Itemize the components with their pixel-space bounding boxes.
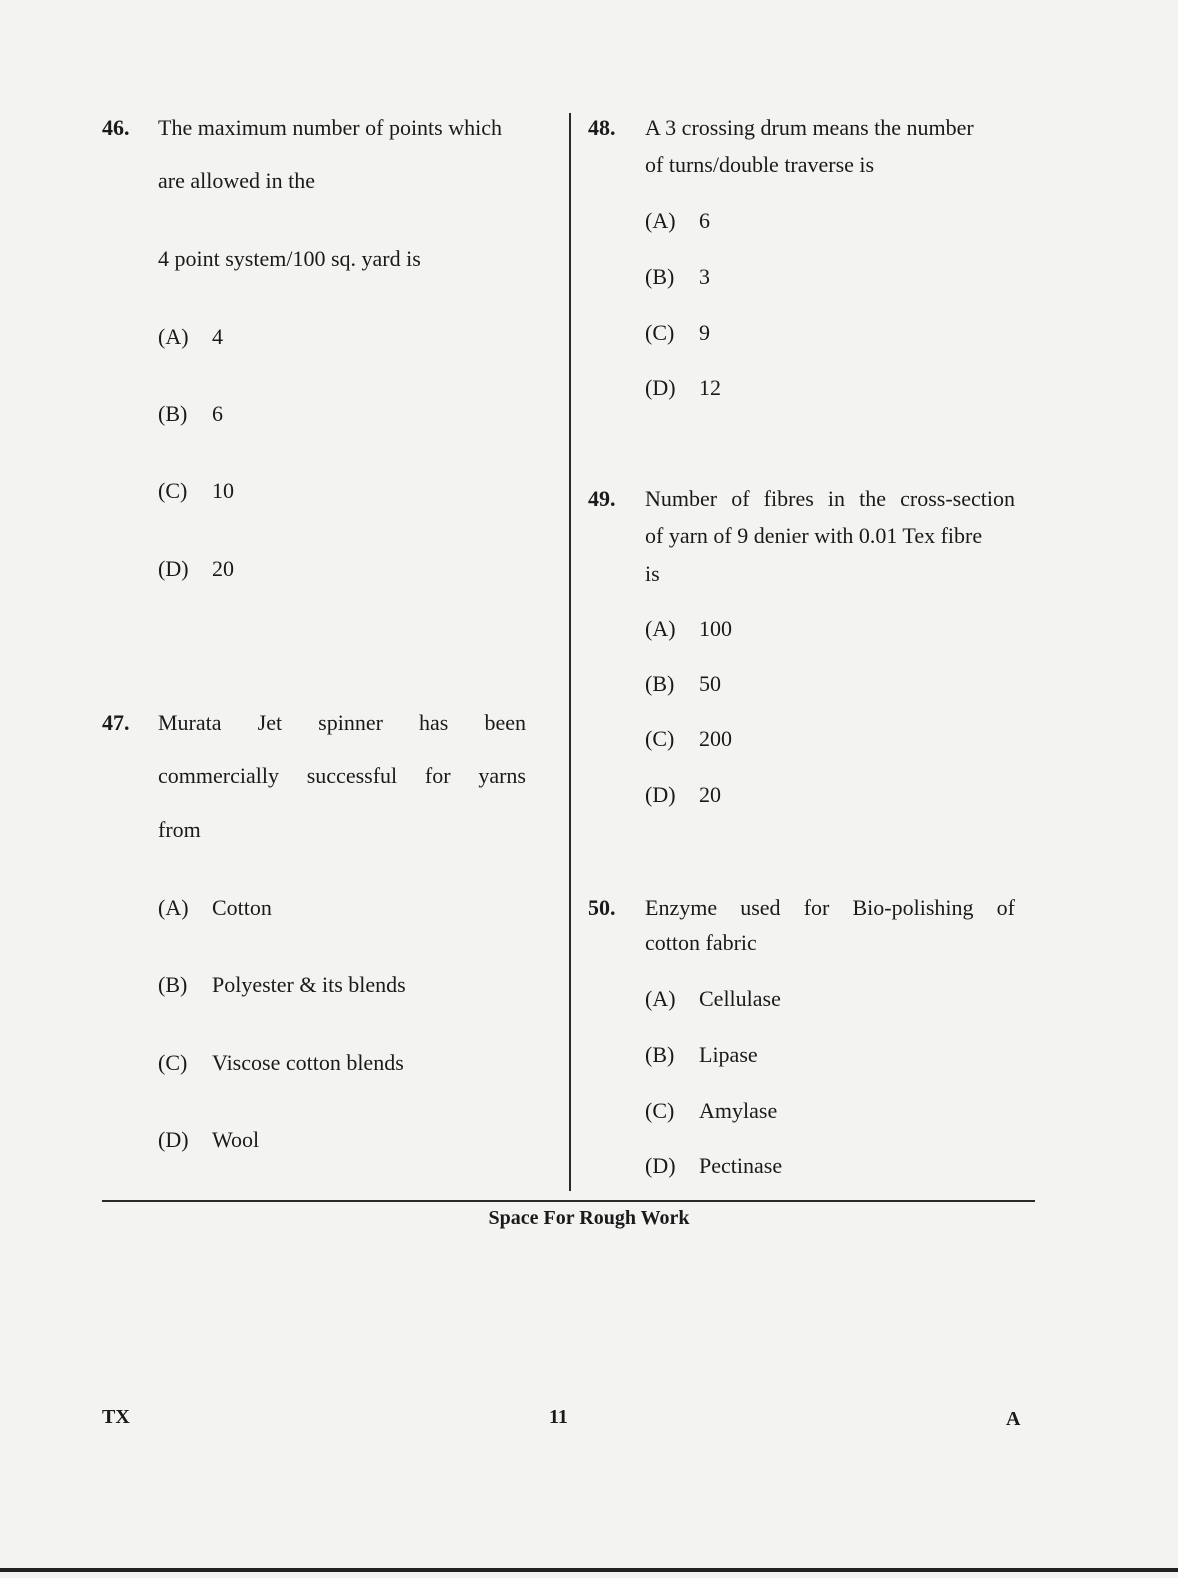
question-46-option-a (158, 324, 223, 350)
question-49-text-line3: is (645, 561, 660, 586)
option-label: (C) (645, 726, 675, 751)
footer-subject-code: TX (102, 1406, 130, 1428)
option-label: (C) (158, 478, 188, 503)
question-46-text-line1: The maximum number of points which (158, 115, 502, 140)
question-48-option-b (645, 264, 710, 290)
question-46-option-d (158, 556, 234, 582)
question-46-number: 46. (102, 115, 130, 140)
option-text: 4 (212, 324, 223, 349)
option-text: 6 (212, 401, 223, 426)
option-label: (A) (645, 986, 676, 1011)
question-48-option-d (645, 375, 721, 401)
question-50-text-line2: cotton fabric (645, 930, 757, 955)
option-label: (C) (645, 1098, 675, 1123)
option-text: Cotton (212, 895, 272, 920)
option-label: (B) (158, 401, 188, 426)
question-49-option-b (645, 671, 721, 697)
question-48-option-c (645, 320, 710, 346)
option-label: (A) (645, 208, 676, 233)
option-label: (B) (158, 972, 188, 997)
option-text: 9 (699, 320, 710, 345)
question-49-text-line1: Number of fibres in the cross-section (645, 486, 1015, 511)
footer-booklet-series: A (1006, 1408, 1021, 1430)
question-48-text-line1: A 3 crossing drum means the number (645, 115, 974, 140)
column-divider (569, 113, 571, 1191)
option-text: 3 (699, 264, 710, 289)
question-50-option-a (645, 986, 781, 1012)
question-47-option-a (158, 895, 272, 921)
option-label: (C) (645, 320, 675, 345)
question-50-number: 50. (588, 895, 616, 920)
question-46-text-line2: are allowed in the (158, 168, 315, 193)
option-text: 6 (699, 208, 710, 233)
option-text: Viscose cotton blends (212, 1050, 404, 1075)
question-47-option-d (158, 1127, 259, 1153)
footer-page-number: 11 (549, 1406, 568, 1428)
option-text: Wool (212, 1127, 260, 1152)
question-48-option-a (645, 208, 710, 234)
question-47-option-b (158, 972, 406, 998)
rough-work-divider (102, 1200, 1035, 1202)
question-47-text-line2: commercially successful for yarns (158, 763, 526, 788)
question-47-option-c (158, 1050, 404, 1076)
option-text: 200 (699, 726, 732, 751)
option-label: (B) (645, 671, 675, 696)
rough-work-heading: Space For Rough Work (488, 1207, 690, 1229)
question-50-option-b (645, 1042, 758, 1068)
option-text: Cellulase (699, 986, 781, 1011)
question-46-text-line3: 4 point system/100 sq. yard is (158, 246, 421, 271)
question-48-text-line2: of turns/double traverse is (645, 152, 875, 177)
question-47-number: 47. (102, 710, 130, 735)
option-text: 20 (699, 782, 721, 807)
option-label: (D) (645, 375, 676, 400)
option-text: 10 (212, 478, 234, 503)
option-label: (D) (158, 556, 189, 581)
option-label: (B) (645, 264, 675, 289)
question-49-text-line2: of yarn of 9 denier with 0.01 Tex fibre (645, 523, 983, 548)
option-text: Pectinase (699, 1153, 783, 1178)
question-50-option-c (645, 1098, 777, 1124)
question-47-text-line3: from (158, 817, 201, 842)
question-49-option-c (645, 726, 732, 752)
question-46-option-b (158, 401, 223, 427)
question-49-number: 49. (588, 486, 616, 511)
question-48-number: 48. (588, 115, 616, 140)
option-label: (A) (158, 895, 189, 920)
option-label: (D) (158, 1127, 189, 1152)
question-49-option-a (645, 616, 732, 642)
option-text: Lipase (699, 1042, 758, 1067)
option-label: (D) (645, 782, 676, 807)
option-label: (A) (158, 324, 189, 349)
option-text: 12 (699, 375, 721, 400)
option-text: 100 (699, 616, 732, 641)
option-text: Amylase (699, 1098, 778, 1123)
question-47-text-line1: Murata Jet spinner has been (158, 710, 526, 735)
option-label: (B) (645, 1042, 675, 1067)
question-50-option-d (645, 1153, 782, 1179)
option-label: (C) (158, 1050, 188, 1075)
page-bottom-edge (0, 1568, 1178, 1572)
option-label: (A) (645, 616, 676, 641)
option-text: 20 (212, 556, 234, 581)
option-text: Polyester & its blends (212, 972, 406, 997)
option-text: 50 (699, 671, 721, 696)
question-46-option-c (158, 478, 234, 504)
option-label: (D) (645, 1153, 676, 1178)
question-50-text-line1: Enzyme used for Bio-polishing of (645, 895, 1015, 920)
question-49-option-d (645, 782, 721, 808)
